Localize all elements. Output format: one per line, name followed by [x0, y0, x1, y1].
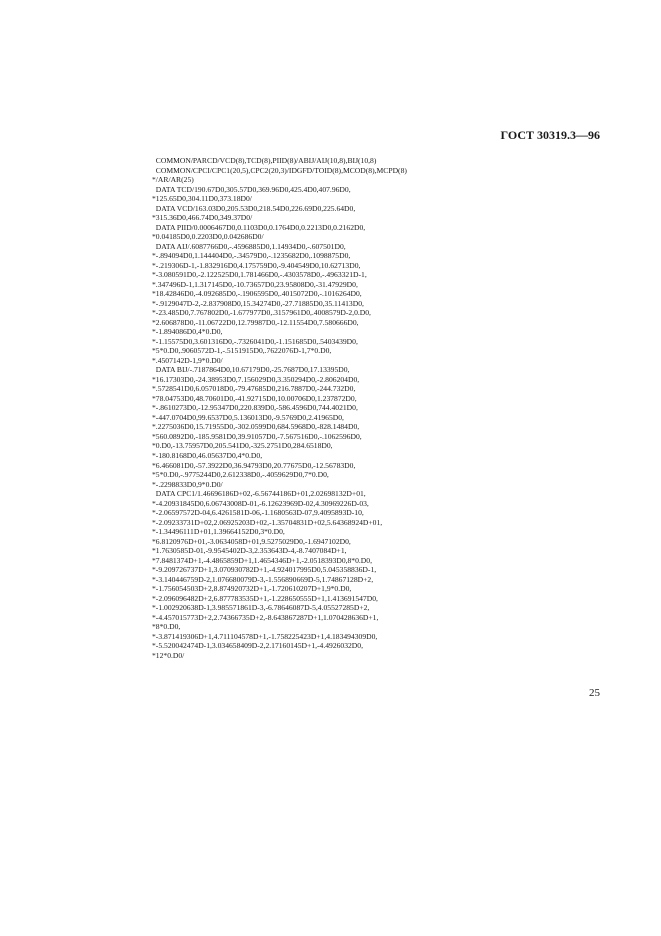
- code-line: *0.D0,-13.75957D0,205.541D0,-325.2751D0,284.6518D0,: [152, 441, 333, 451]
- code-line: *-4.457015773D+2,2.74366735D+2,-8.643867287D+1,1.070428636D+1,: [152, 612, 379, 622]
- code-line: *6.8120976D+01,-3.0634058D+01,9.5275029D0,-1.6947102D0,: [152, 536, 351, 546]
- code-line: *315.36D0,466.74D0,349.37D0/: [152, 213, 253, 223]
- code-line: *.2275036D0,15.71955D0,-302.0599D0,684.5968D0,-828.1484D0,: [152, 422, 360, 432]
- code-line: *-3.871419306D+1,4.711104578D+1,-1.758225423D+1,4.183494309D0,: [152, 631, 378, 641]
- code-line: *-180.8168D0,46.05637D0,4*0.D0,: [152, 450, 263, 460]
- code-line: *-5.520042474D-1,3.034658409D-2,2.17160145D+1,-4.4926032D0,: [152, 641, 363, 651]
- code-line: *78.04753D0,48.70601D0,-41.92715D0,10.00706D0,1.237872D0,: [152, 393, 357, 403]
- code-line: *-.219306D-1,-1.832916D0,4.175759D0,-9.404549D0,10.62713D0,: [152, 260, 361, 270]
- code-line: *-2.06597572D-04,6.4261581D-06,-1.1680563D-07,9.4095893D-10,: [152, 508, 364, 518]
- code-line: *5*0.D0,-.9775244D0,2.612338D0,-.4059629D0,7*0.D0,: [152, 470, 329, 480]
- code-line: *-.9129047D-2,-2.837908D0,15.34274D0,-27.71885D0,35.11413D0,: [152, 298, 364, 308]
- code-line: *-.894094D0,1.144404D0,-.34579D0,-.1235682D0,.1098875D0,: [152, 251, 351, 261]
- code-line: *-1.756054503D+2,8.874920732D+1,-1.720610207D+1,9*0.D0,: [152, 584, 352, 594]
- code-line: *-.2298833D0,9*0.D0/: [152, 479, 223, 489]
- code-line: *-.8610273D0,-12.95347D0,220.839D0,-586.4596D0,744.4021D0,: [152, 403, 358, 413]
- code-line: *-1.15575D0,3.601316D0,-.7326041D0,-1.151685D0,.5403439D0,: [152, 336, 358, 346]
- code-line: *-9.209726737D+1,3.070930782D+1,-4.924017995D0,5.045358836D-1,: [152, 565, 377, 575]
- code-line: COMMON/PARCD/VCD(8),TCD(8),PIID(8)/ABIJ/AIJ(10,8),BIJ(10,8): [152, 156, 377, 165]
- code-line: */AR/AR(25): [152, 175, 194, 185]
- code-line: DATA VCD/163.03D0,205.53D0,218.54D0,226.69D0,225.64D0,: [152, 203, 356, 213]
- code-line: *.4507142D-1,9*0.D0/: [152, 355, 223, 365]
- code-line: *5*0.D0,.9060572D-1,-.5151915D0,.7622076D-1,7*0.D0,: [152, 346, 332, 356]
- code-line: *-2.09233731D+02,2.06925203D+02,-1.35704831D+02,5.64368924D+01,: [152, 517, 383, 527]
- code-line: *-1.894086D0,4*0.D0,: [152, 327, 223, 337]
- code-line: *12*0.D0/: [152, 650, 185, 660]
- code-line: *-2.096096482D+2,6.877783535D+1,-1.228650555D+1,1.413691547D0,: [152, 593, 378, 603]
- code-line: *.347496D-1,1.317145D0,-10.73657D0,23.95808D0,-31.47929D0,: [152, 279, 358, 289]
- code-line: *-1.002920638D-1,3.985571861D-3,-6.78646087D-5,4.05527285D+2,: [152, 603, 370, 613]
- code-line: DATA BIJ/-.7187864D0,10.67179D0,-25.7687D0,17.13395D0,: [152, 365, 350, 375]
- page-number: 25: [589, 687, 600, 699]
- document-standard-header: ГОСТ 30319.3—96: [500, 128, 600, 142]
- code-line: *0.04185D0,0.2203D0,0.042686D0/: [152, 232, 264, 242]
- code-line: *-3.080591D0,-2.122525D0,1.781466D0,-.4303578D0,-.4963321D-1,: [152, 270, 367, 280]
- code-line: *16.17303D0,-24.38953D0,7.156029D0,3.350294D0,-2.806204D0,: [152, 374, 360, 384]
- code-line: *1.7630585D-01,-9.9545402D-3,2.353643D-4,-8.7407084D+1,: [152, 546, 347, 556]
- code-line: DATA TCD/190.67D0,305.57D0,369.96D0,425.4D0,407.96D0,: [152, 184, 351, 194]
- code-line: *7.8481374D+1,-4.4865859D+1,1.4654346D+1,-2.0518393D0,8*0.D0,: [152, 555, 372, 565]
- code-line: *2.606878D0,-11.06722D0,12.79987D0,-12.11554D0,7.580666D0,: [152, 317, 359, 327]
- code-line: *18.42846D0,-4.092685D0,-.1906595D0,.4015072D0,-.1016264D0,: [152, 289, 362, 299]
- code-line: *-23.485D0,7.767802D0,-1.677977D0,.3157961D0,.4008579D-2,0.D0,: [152, 308, 371, 318]
- code-line: *-3.140446759D-2,1.076680079D-3,-1.556890669D-5,1.74867128D+2,: [152, 574, 374, 584]
- code-line: *.5728541D0,6.057018D0,-79.47685D0,216.7887D0,-244.732D0,: [152, 384, 356, 394]
- code-line: *125.65D0,304.11D0,373.18D0/: [152, 194, 252, 204]
- code-line: *-1.34496111D+01,1.39664152D0,3*0.D0,: [152, 527, 285, 537]
- code-line: *-4.20931845D0,6.06743008D-01,-6.12623969D-02,4.30969226D-03,: [152, 498, 369, 508]
- code-line: *6.466081D0,-57.3922D0,36.94793D0,20.77675D0,-12.56783D0,: [152, 460, 356, 470]
- code-line: *8*0.D0,: [152, 622, 181, 632]
- code-line: DATA CPC1/1.46696186D+02,-6.56744186D+01,2.02698132D+01,: [152, 489, 366, 499]
- code-line: *-447.0704D0,99.6537D0,5.136013D0,-9.5769D0,2.41965D0,: [152, 412, 344, 422]
- code-line: COMMON/CPCI/CPC1(20,5),CPC2(20,3)/IDGFD/TOID(8),MCOD(8),MCPD(8): [152, 165, 407, 175]
- fortran-code-listing: [152, 156, 592, 660]
- code-line: DATA PIID/0.0006467D0,0.1103D0,0.1764D0,0.2213D0,0.2162D0,: [152, 222, 366, 232]
- code-line: DATA AIJ/.6087766D0,-.4596885D0,1.14934D0,-.607501D0,: [152, 241, 346, 251]
- code-line: *560.0892D0,-185.9581D0,39.91057D0,-7.567516D0,-.1062596D0,: [152, 431, 362, 441]
